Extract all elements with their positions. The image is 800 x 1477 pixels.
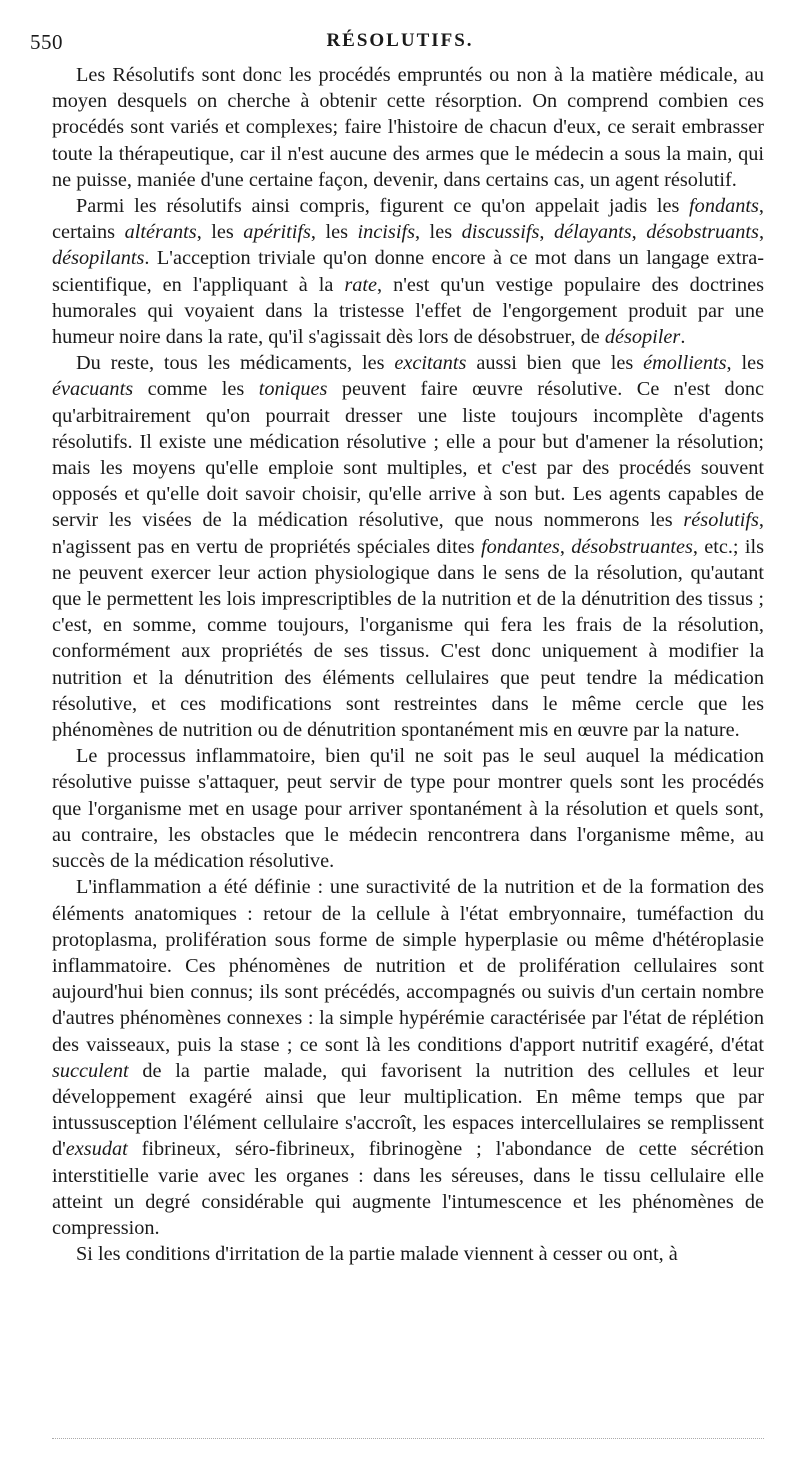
text-run: peuvent faire œuvre résolutive. Ce n'est donc qu'arbitrairement qu'on pourrait dresser une liste toujours incomplète d'agents résolutifs. Il existe une médication résolutive ; elle a pour but d'amener la résolution; mais les moyens qu'elle emploie sont multiples, et c'est par des procédés souvent opposés et qu'elle doit savoir choisir, qu'elle arrive à son but. Les agents capables de servir les visées de la médication résolutive, que nous nommerons les: [52, 378, 764, 532]
text-run: , n'agissent pas en vertu de propriétés spéciales dites: [52, 509, 764, 558]
italic-term: désobstruants: [646, 221, 759, 244]
italic-term: altérants: [124, 221, 197, 244]
text-run: comme les: [133, 378, 259, 401]
text-run: , n'est qu'un vestige populaire des doctrines humorales qui voyaient dans la tristesse l'effet de l'engorgement produit par une humeur noire dans la rate, qu'il s'agissait dès lors de désobstruer, de: [52, 273, 765, 349]
italic-term: résolutifs: [683, 509, 759, 532]
text-run: , les: [726, 352, 764, 375]
text-run: , les: [196, 221, 244, 244]
italic-term: toniques: [258, 378, 328, 401]
italic-term: exsudat: [65, 1138, 128, 1161]
text-run: Le processus inflammatoire, bien qu'il ne soit pas le seul auquel la médication résolutive puisse s'attaquer, peut servir de type pour montrer quels sont les procédés que l'organisme met en usage pour arriver spontanément à la résolution et quels sont, au contraire, les obstacles que le médecin rencontrera dans l'organisme même, au succès de la médication résolutive.: [52, 745, 764, 873]
text-run: , les: [414, 221, 462, 244]
paragraph: [52, 874, 764, 1241]
italic-term: désopilants: [52, 247, 145, 270]
text-run: Les Résolutifs sont donc les procédés empruntés ou non à la matière médicale, au moyen desquels on cherche à obtenir cette résorption. On comprend combien ces procédés sont variés et complexes; faire l'histoire de chacun d'eux, ce serait embrasser toute la thérapeutique, car il n'est aucune des armes que le médecin a sous la main, qui ne puisse, maniée d'une certaine façon, devenir, dans certains cas, un agent résolutif.: [52, 64, 764, 191]
page-number: 550: [30, 30, 63, 54]
footer-rule: [52, 1438, 764, 1439]
italic-term: désopiler: [604, 326, 681, 349]
italic-term: succulent: [52, 1059, 129, 1082]
text-run: Du reste, tous les médicaments, les: [76, 352, 395, 375]
italic-term: discussifs: [461, 221, 540, 244]
italic-term: désobstruantes: [571, 535, 693, 558]
italic-term: délayants: [553, 221, 632, 244]
text-run: , etc.; ils ne peuvent exercer leur action physiologique dans le sens de la résolution, qu'autant que le permettent les lois imprescriptibles de la nutrition et de la dénutrition des tissus ; c'est, en somme, comme toujours, l'organisme qui fera les frais de la résolution, conformément aux propriétés de ses tissus. C'est donc uniquement à modifier la nutrition et la dénutrition des éléments cellulaires que peut tendre la médication résolutive, et ces modifications sont restreintes dans le même cercle que les phénomènes de nutrition ou de dénutrition spontanément mis en œuvre par la nature.: [52, 535, 765, 742]
text-run: de la partie malade, qui favorisent la nutrition des cellules et leur développement exagéré ainsi que leur multiplication. En même temps que par intussusception l'élément cellulaire s'accroît, les espaces intercellulaires se remplissent d': [52, 1059, 764, 1161]
text-run: ,: [539, 221, 554, 244]
text-run: Si les conditions d'irritation de la partie malade viennent à cesser ou ont, à: [76, 1243, 678, 1266]
italic-term: apéritifs: [243, 221, 311, 244]
text-run: fibrineux, séro-fibrineux, fibrinogène ; l'abondance de cette sécrétion interstitielle varie avec les organes : dans les séreuses, dans le tissu cellulaire elle atteint un degré considérable qui augmente l'intumescence et les phénomènes de compression.: [52, 1138, 764, 1239]
italic-term: évacuants: [52, 378, 134, 401]
text-run: aussi bien que les: [466, 352, 644, 375]
paragraph: [52, 62, 764, 193]
text-run: ,: [631, 221, 647, 244]
text-run: , les: [310, 221, 358, 244]
text-run: ,: [758, 221, 765, 244]
running-title: RÉSOLUTIFS.: [326, 30, 474, 51]
body-text: [52, 62, 764, 1267]
paragraph: [52, 1241, 764, 1267]
text-run: ,: [559, 535, 572, 558]
italic-term: rate: [344, 273, 378, 296]
italic-term: fondantes: [480, 535, 560, 558]
italic-term: excitants: [394, 352, 467, 375]
page-header: [30, 30, 770, 56]
text-run: . L'acception triviale qu'on donne encore à ce mot dans un langage extra-scientifique, en l'appliquant à la: [52, 247, 764, 296]
text-run: .: [680, 326, 686, 349]
italic-term: fondants: [689, 195, 759, 218]
text-run: , certains: [52, 195, 764, 244]
italic-term: émollients: [643, 352, 727, 375]
text-run: Parmi les résolutifs ainsi compris, figurent ce qu'on appelait jadis les: [76, 195, 690, 218]
italic-term: incisifs: [357, 221, 415, 244]
text-run: L'inflammation a été définie : une suractivité de la nutrition et de la formation des éléments anatomiques : retour de la cellule à l'état embryonnaire, tuméfaction du protoplasma, prolifération sous forme de simple hyperplasie ou même d'hétéroplasie inflammatoire. Ces phénomènes de nutrition et de prolifération cellulaires sont aujourd'hui bien connus; ils sont précédés, accompagnés ou suivis d'un certain nombre d'autres phénomènes connexes : la simple hypérémie caractérisée par l'état de réplétion des vaisseaux, puis la stase ; ce sont là les conditions d'apport nutritif exagéré, d'état: [52, 876, 764, 1056]
paragraph: [52, 350, 764, 743]
paragraph: [52, 193, 764, 350]
paragraph: [52, 743, 764, 874]
